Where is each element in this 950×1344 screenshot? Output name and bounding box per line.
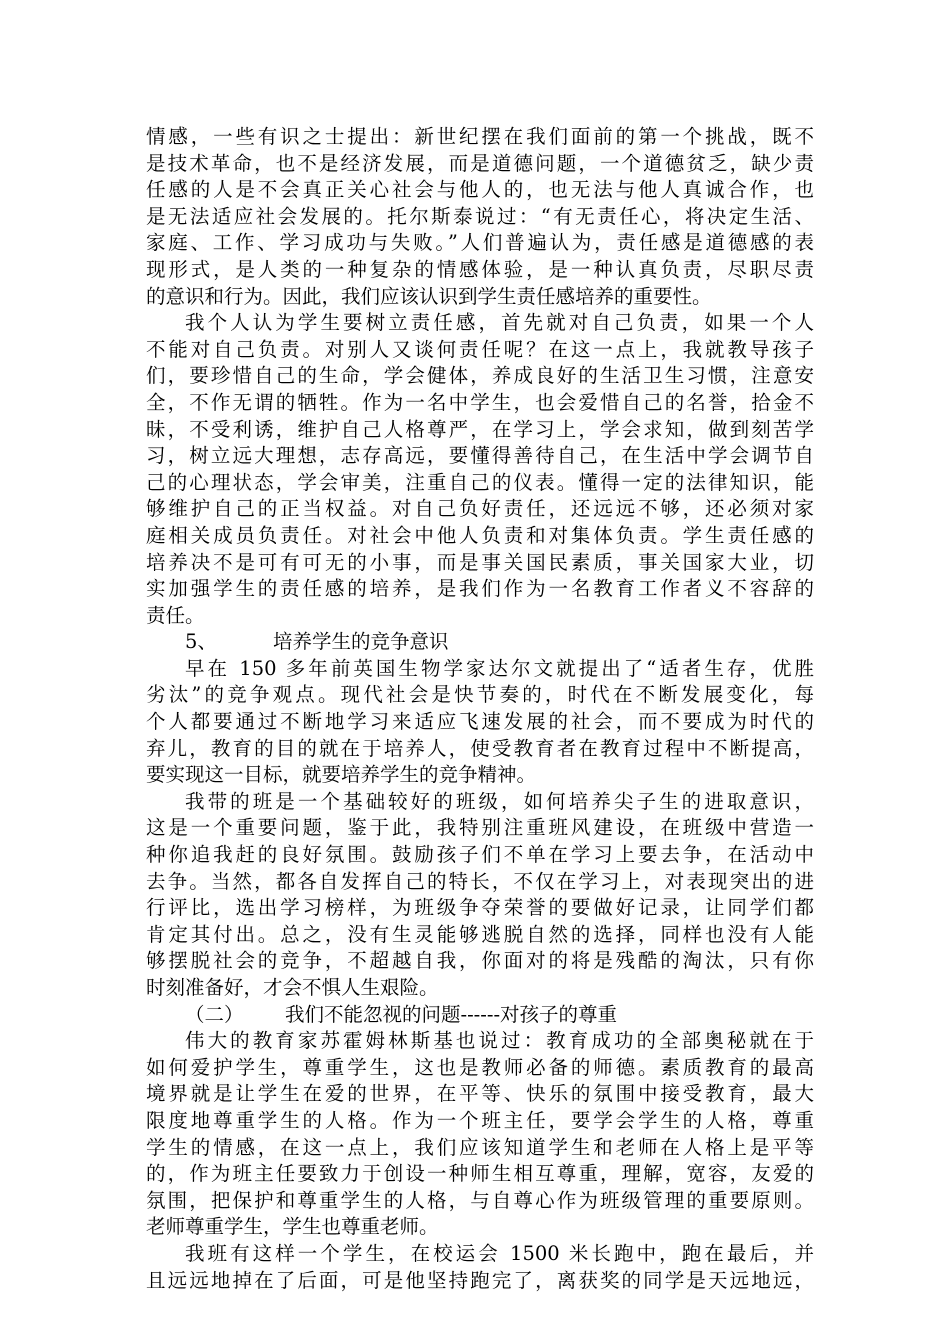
text-line: 要实现这一目标，就要培养学生的竞争精神。 xyxy=(146,763,537,787)
text-line: 境界就是让学生在爱的世界，在平等、快乐的氛围中接受教育，最大 xyxy=(146,1082,814,1106)
text-line: 不能对自己负责。对别人又谈何责任呢？在这一点上，我就教导孩子 xyxy=(146,337,814,361)
text-line: 现形式，是人类的一种复杂的情感体验，是一种认真负责，尽职尽责 xyxy=(146,257,814,281)
section-number: 5、 xyxy=(185,630,217,654)
text-line: 弃儿，教育的目的就在于培养人，使受教育者在教育过程中不断提高， xyxy=(146,736,814,760)
section-title: 培养学生的竞争意识 xyxy=(273,630,449,654)
paragraph xyxy=(146,1241,814,1294)
text-line: 己的心理状态，学会审美，注重自己的仪表。懂得一定的法律知识，能 xyxy=(146,470,814,494)
text-line: 早在 150 多年前英国生物学家达尔文就提出了“适者生存，优胜 xyxy=(185,656,814,680)
text-line: 这是一个重要问题，鉴于此，我特别注重班风建设，在班级中营造一 xyxy=(146,816,814,840)
text-line: 实加强学生的责任感的培养，是我们作为一名教育工作者义不容辞的 xyxy=(146,577,814,601)
paragraph xyxy=(146,310,814,629)
paragraph xyxy=(146,656,814,789)
text-line: 我个人认为学生要树立责任感，首先就对自己负责，如果一个人 xyxy=(185,311,814,335)
text-line: 如何爱护学生，尊重学生，这也是教师必备的师德。素质教育的最高 xyxy=(146,1055,814,1079)
text-line: 时刻准备好，才会不惧人生艰险。 xyxy=(146,976,439,999)
text-line: 学生的情感，在这一点上，我们应该知道学生和老师在人格上是平等 xyxy=(146,1135,814,1159)
text-line: 任感的人是不会真正关心社会与他人的，也无法与他人真诚合作，也 xyxy=(146,178,814,202)
document-body xyxy=(146,124,814,1294)
text-line: 习，树立远大理想，志存高远，要懂得善待自己，在生活中学会调节自 xyxy=(146,444,814,468)
text-line: 氛围，把保护和尊重学生的人格，与自尊心作为班级管理的重要原则。 xyxy=(146,1188,814,1212)
text-line: 去争。当然，都各自发挥自己的特长，不仅在学习上，对表现突出的进 xyxy=(146,869,814,893)
section-number: （二） xyxy=(185,1002,244,1026)
text-line: 且远远地掉在了后面，可是他坚持跑完了，离获奖的同学是天远地远， xyxy=(146,1268,814,1292)
text-line: 全，不作无谓的牺牲。作为一名中学生，也会爱惜自己的名誉，拾金不 xyxy=(146,390,814,414)
paragraph xyxy=(146,789,814,1002)
text-line: 够维护自己的正当权益。对自己负好责任，还远远不够，还必须对家 xyxy=(146,497,814,521)
paragraph xyxy=(146,1028,814,1241)
text-line: 我带的班是一个基础较好的班级，如何培养尖子生的进取意识， xyxy=(185,789,814,813)
text-line: 种你追我赶的良好氛围。鼓励孩子们不单在学习上要去争，在活动中 xyxy=(146,843,814,867)
paragraph xyxy=(146,124,814,310)
text-line: 责任。 xyxy=(146,603,205,627)
text-line: 培养决不是可有可无的小事，而是事关国民素质，事关国家大业，切 xyxy=(146,550,814,574)
text-line: 伟大的教育家苏霍姆林斯基也说过：教育成功的全部奥秘就在于 xyxy=(185,1029,814,1053)
section-title: 我们不能忽视的问题------对孩子的尊重 xyxy=(285,1002,618,1026)
text-line: 老师尊重学生，学生也尊重老师。 xyxy=(146,1215,439,1239)
section-heading xyxy=(146,629,814,656)
text-line: 昧，不受利诱，维护自己人格尊严，在学习上，学会求知，做到刻苦学 xyxy=(146,417,814,441)
section-heading xyxy=(146,1002,814,1029)
text-line: 是无法适应社会发展的。托尔斯泰说过：“有无责任心，将决定生活、 xyxy=(146,204,814,228)
text-line: 情感，一些有识之士提出：新世纪摆在我们面前的第一个挑战，既不 xyxy=(146,125,814,148)
text-line: 是技术革命，也不是经济发展，而是道德问题，一个道德贫乏，缺少责 xyxy=(146,151,814,175)
text-line: 家庭、工作、学习成功与失败。”人们普遍认为，责任感是道德感的表 xyxy=(146,231,814,255)
text-line: 够摆脱社会的竞争，不超越自我，你面对的将是残酷的淘汰，只有你 xyxy=(146,949,814,973)
text-line: 行评比，选出学习榜样，为班级争夺荣誉的要做好记录，让同学们都 xyxy=(146,896,814,920)
text-line: 限度地尊重学生的人格。作为一个班主任，要学会学生的人格，尊重 xyxy=(146,1108,814,1132)
text-line: 们，要珍惜自己的生命，学会健体，养成良好的生活卫生习惯，注意安 xyxy=(146,364,814,388)
text-line: 庭相关成员负责任。对社会中他人负责和对集体负责。学生责任感的 xyxy=(146,523,814,547)
text-line: 劣汰”的竞争观点。现代社会是快节奏的，时代在不断发展变化，每 xyxy=(146,683,814,707)
text-line: 我班有这样一个学生，在校运会 1500 米长跑中，跑在最后，并 xyxy=(185,1241,814,1265)
text-line: 的，作为班主任要致力于创设一种师生相互尊重，理解，宽容，友爱的 xyxy=(146,1162,814,1186)
text-line: 个人都要通过不断地学习来适应飞速发展的社会，而不要成为时代的 xyxy=(146,710,814,734)
text-line: 的意识和行为。因此，我们应该认识到学生责任感培养的重要性。 xyxy=(146,284,712,308)
text-line: 肯定其付出。总之，没有生灵能够逃脱自然的选择，同样也没有人能 xyxy=(146,922,814,946)
